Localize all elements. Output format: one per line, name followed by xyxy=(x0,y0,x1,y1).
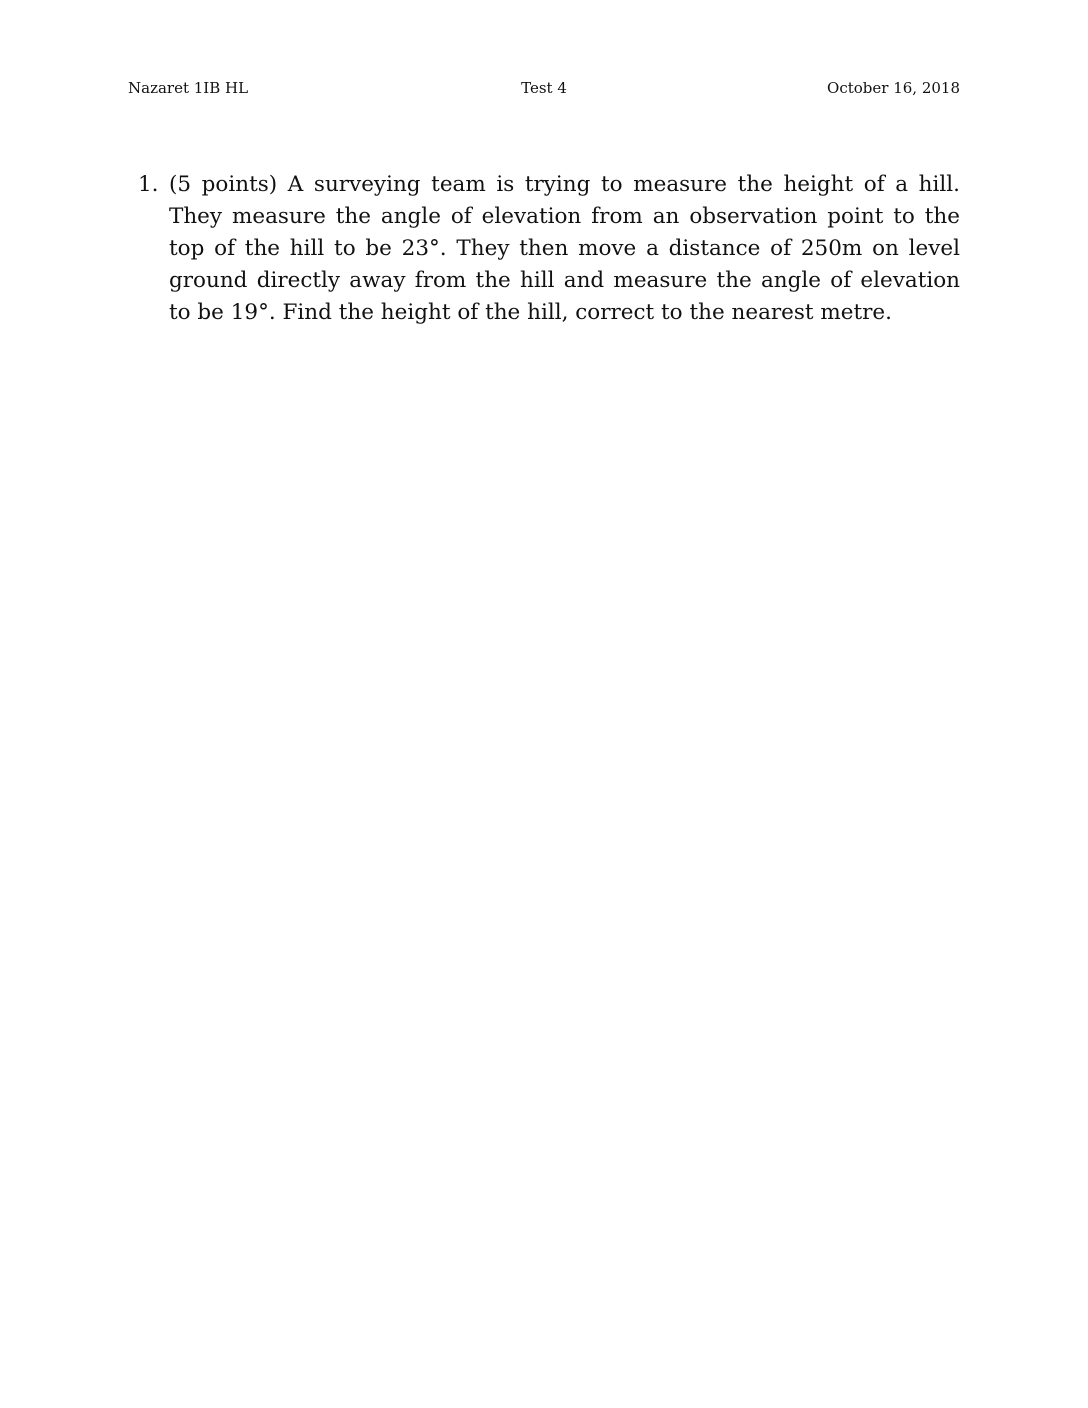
question-number: 1. xyxy=(138,172,159,197)
question-1 xyxy=(138,169,960,329)
test-date: October 16, 2018 xyxy=(827,79,960,97)
course-label: Nazaret 1IB HL xyxy=(128,79,249,97)
page-header xyxy=(128,78,960,102)
question-text: (5 points) A surveying team is trying to measure the height of a hill. They measure the angle of elevation from an observation point to the top of the hill to be 23°. They then move a distance of 250m on level ground directly away from the hill and measure the angle of elevation to be 19°. Find the height of the hill, correct to the nearest metre. xyxy=(169,172,960,325)
test-title: Test 4 xyxy=(521,79,567,97)
